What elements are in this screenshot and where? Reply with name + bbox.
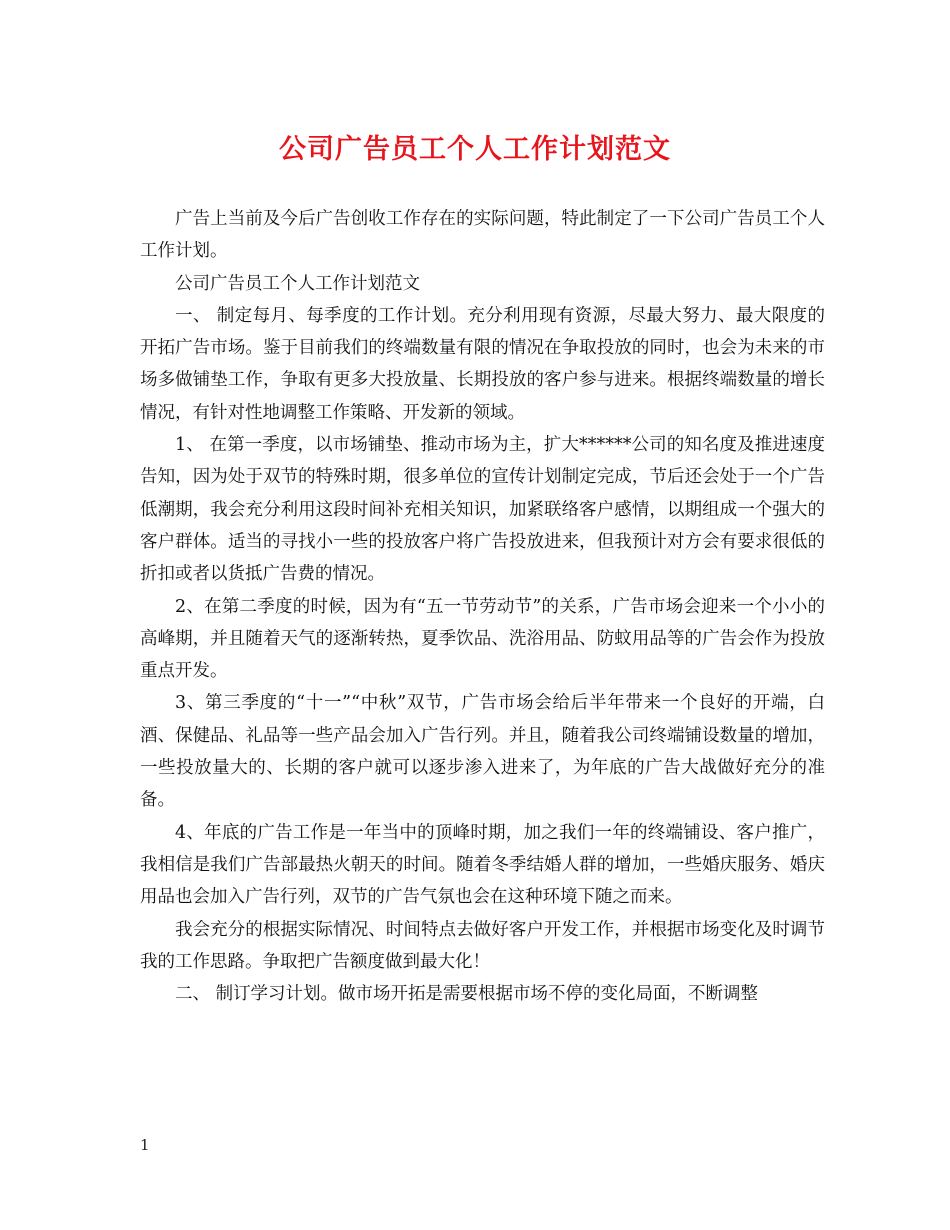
paragraph-intro: 广告上当前及今后广告创收工作存在的实际问题，特此制定了一下公司广告员工个人工作计划。	[140, 209, 825, 262]
paragraph-q3: 3、第三季度的“十一”“中秋”双节，广告市场会给后半年带来一个良好的开端，白酒、保健品、礼品等一些产品会加入广告行列。并且，随着我公司终端铺设数量的增加，一些投放量大的、长期的客户就可以逐步渗入进来了，为年底的广告大战做好充分的准备。	[140, 693, 825, 811]
paragraph-q2: 2、在第二季度的时候，因为有“五一节劳动节”的关系，广告市场会迎来一个小小的高峰期，并且随着天气的逐渐转热，夏季饮品、洗浴用品、防蚊用品等的广告会作为投放重点开发。	[140, 596, 825, 682]
document-body	[140, 203, 825, 1010]
paragraph-section-2: 二、 制订学习计划。做市场开拓是需要根据市场不停的变化局面，不断调整	[175, 984, 759, 1005]
document-title: 公司广告员工个人工作计划范文	[279, 134, 671, 165]
paragraph-q1: 1、 在第一季度，以市场铺垫、推动市场为主，扩大******公司的知名度及推进速度告知，因为处于双节的特殊时期，很多单位的宣传计划制定完成，节后还会处于一个广告低潮期，我会充分利用这段时间补充相关知识，加紧联络客户感情，以期组成一个强大的客户群体。适当的寻找小一些的投放客户将广告投放进来，但我预计对方会有要求很低的折扣或者以货抵广告费的情况。	[140, 435, 825, 585]
paragraph-subheading: 公司广告员工个人工作计划范文	[175, 273, 420, 294]
page-number: 1	[140, 1136, 150, 1154]
paragraph-section-1: 一、 制定每月、每季度的工作计划。充分利用现有资源，尽最大努力、最大限度的开拓广告市场。鉴于目前我们的终端数量有限的情况在争取投放的同时，也会为未来的市场多做铺垫工作，争取有更多大投放量、长期投放的客户参与进来。根据终端数量的增长情况，有针对性地调整工作策略、开发新的领域。	[140, 305, 825, 423]
paragraph-summary: 我会充分的根据实际情况、时间特点去做好客户开发工作，并根据市场变化及时调节我的工作思路。争取把广告额度做到最大化！	[140, 919, 825, 972]
paragraph-q4: 4、年底的广告工作是一年当中的顶峰时期，加之我们一年的终端铺设、客户推广，我相信是我们广告部最热火朝天的时间。随着冬季结婚人群的增加，一些婚庆服务、婚庆用品也会加入广告行列，双节的广告气氛也会在这种环境下随之而来。	[140, 822, 825, 908]
